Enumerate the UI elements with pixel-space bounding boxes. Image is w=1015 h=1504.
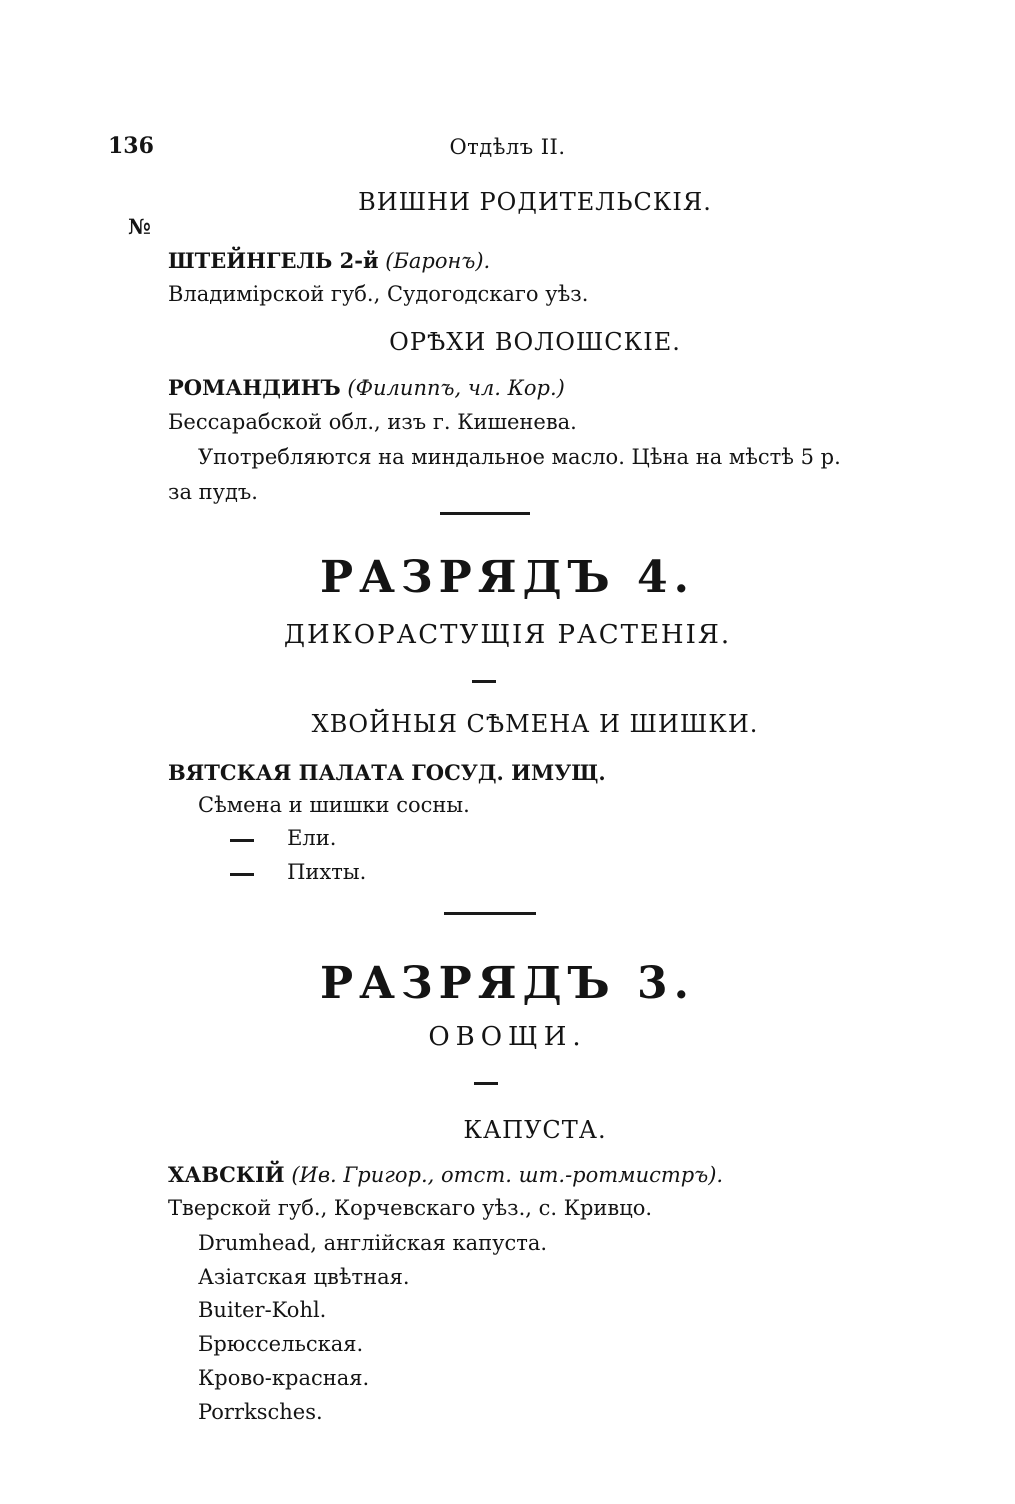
exhibitor-title: (Баронъ). — [385, 249, 491, 273]
exhibitor-name: РОМАНДИНЪ — [168, 375, 341, 400]
section-heading-walnuts: ОРѢХИ ВОЛОШСКІЕ. — [389, 328, 681, 356]
category-title: РАЗРЯДЪ 4. — [319, 552, 695, 603]
ditto-dash — [230, 873, 254, 876]
list-item: Брюссельская. — [198, 1332, 364, 1356]
exhibitor-line — [168, 248, 490, 273]
ditto-dash — [230, 839, 254, 842]
list-item: Buiter-Kohl. — [198, 1298, 327, 1322]
list-item: Drumhead, англійская капуста. — [198, 1231, 548, 1255]
page-number: 136 — [108, 133, 154, 159]
section-heading-cherries: ВИШНИ РОДИТЕЛЬСКІЯ. — [358, 188, 712, 216]
list-item: Азіатская цвѣтная. — [198, 1265, 410, 1289]
list-item: Porrksches. — [198, 1400, 323, 1424]
number-mark: № — [128, 214, 151, 239]
exhibitor-line — [168, 1162, 723, 1187]
list-item-row — [230, 860, 530, 884]
note-line: за пудъ. — [168, 480, 258, 504]
category-subtitle: ОВОЩИ. — [428, 1022, 587, 1052]
list-item: Пихты. — [287, 860, 367, 884]
exhibitor-name: ХАВСКІЙ — [168, 1162, 285, 1187]
list-item: Ели. — [287, 826, 337, 850]
exhibitor-location: Бессарабской обл., изъ г. Кишенева. — [168, 410, 577, 434]
exhibitor-location: Владимірской губ., Судогодскаго уѣз. — [168, 282, 589, 306]
category-title: РАЗРЯДЪ 3. — [319, 958, 695, 1009]
exhibitor-title: (Ив. Григор., отст. шт.-ротмистръ). — [291, 1163, 724, 1187]
exhibitor-line — [168, 375, 565, 400]
exhibitor-title: (Филиппъ, чл. Кор.) — [347, 376, 565, 400]
section-divider — [440, 512, 530, 515]
section-divider — [444, 912, 536, 915]
category-subtitle: ДИКОРАСТУЩІЯ РАСТЕНІЯ. — [283, 620, 732, 650]
exhibitor-name: ВЯТСКАЯ ПАЛАТА ГОСУД. ИМУЩ. — [168, 760, 606, 785]
running-head: Отдѣлъ II. — [449, 135, 566, 159]
short-dash — [474, 1082, 498, 1085]
list-item: Крово-красная. — [198, 1366, 370, 1390]
short-dash — [472, 680, 496, 683]
exhibitor-location: Тверской губ., Корчевскаго уѣз., с. Кривцо. — [168, 1196, 653, 1220]
section-heading-cabbage: КАПУСТА. — [463, 1116, 607, 1144]
note-line: Употребляются на миндальное масло. Цѣна на мѣстѣ 5 р. — [198, 445, 841, 469]
exhibitor-name: ШТЕЙНГЕЛЬ 2-й — [168, 248, 379, 273]
list-item: Сѣмена и шишки сосны. — [198, 793, 470, 817]
section-heading-conifers: ХВОЙНЫЯ СѢМЕНА И ШИШКИ. — [311, 710, 759, 738]
list-item-row — [230, 826, 530, 850]
